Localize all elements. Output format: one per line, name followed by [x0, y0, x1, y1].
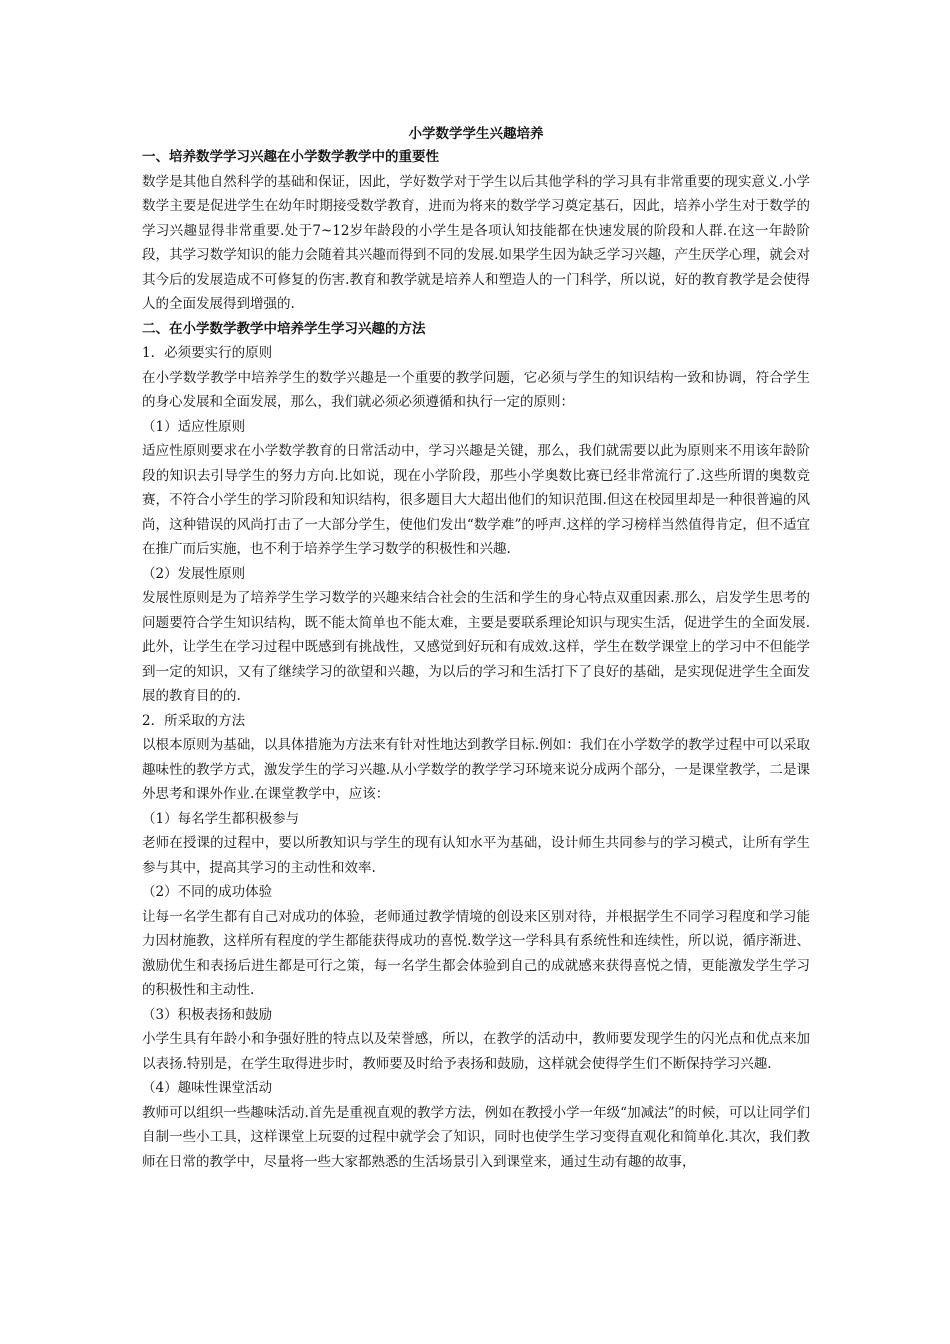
- paragraph-praise: 小学生具有年龄小和争强好胜的特点以及荣誉感，所以，在教学的活动中，教师要发现学生的闪光点和优点来加以表扬.特别是，在学生取得进步时，教师要及时给予表扬和鼓励，这样就会使得学生们不断保持学习兴趣.: [142, 1031, 810, 1072]
- subheading-methods: 2．所采取的方法: [142, 712, 246, 729]
- subheading-principles: 1．必须要实行的原则: [142, 345, 273, 361]
- document-page: [142, 123, 810, 1174]
- section-heading-1: 一、培养数学学习兴趣在小学数学教学中的重要性: [142, 149, 439, 165]
- paragraph-activities: 教师可以组织一些趣味活动.首先是重视直观的教学方法，例如在教授小学一年级“加减法”的时候，可以让同学们自制一些小工具，这样课堂上玩耍的过程中就学会了知识，同时也使学生学习变得直观化和简单化.其次，我们教师在日常的教学中，尽量将一些大家都熟悉的生活场景引入到课堂来，通过生动有趣的故事，: [142, 1104, 810, 1170]
- subheading-development: （2）发展性原则: [142, 565, 246, 582]
- paragraph-success: 让每一名学生都有自己对成功的体验，老师通过教学情境的创设来区别对待，并根据学生不同学习程度和学习能力因材施教，这样所有程度的学生都能获得成功的喜悦.数学这一学科具有系统性和连续性，所以说，循序渐进、激励优生和表扬后进生都是可行之策，每一名学生都会体验到自己的成就感来获得喜悦之情，更能激发学生学习的积极性和主动性.: [142, 908, 810, 998]
- subheading-adaptability: （1）适应性原则: [142, 418, 246, 435]
- paragraph-participation: 老师在授课的过程中，要以所教知识与学生的现有认知水平为基础，设计师生共同参与的学习模式，让所有学生参与其中，提高其学习的主动性和效率.: [142, 835, 810, 876]
- subheading-success: （2）不同的成功体验: [142, 884, 273, 900]
- document-title: 小学数学学生兴趣培养: [408, 126, 544, 142]
- subheading-activities: （4）趣味性课堂活动: [142, 1080, 273, 1096]
- paragraph-development: 发展性原则是为了培养学生学习数学的兴趣来结合社会的生活和学生的身心特点双重因素.那么，启发学生思考的问题要符合学生知识结构，既不能太简单也不能太难，主要是要联系理论知识与现实生活，促进学生的全面发展.此外，让学生在学习过程中既感到有挑战性，又感觉到好玩和有成效.这样，学生在数学课堂上的学习中不但能学到一定的知识，又有了继续学习的欲望和兴趣，为以后的学习和生活打下了良好的基础，是实现促进学生全面发展的教育目的的.: [142, 590, 810, 704]
- paragraph-importance: 数学是其他自然科学的基础和保证，因此，学好数学对于学生以后其他学科的学习具有非常重要的现实意义.小学数学主要是促进学生在幼年时期接受数学教育，进而为将来的数学学习奠定基石，因此，培养小学生对于数学的学习兴趣显得非常重要.处于7~12岁年龄段的小学生是各项认知技能都在快速发展的阶段和人群.在这一年龄阶段，其学习数学知识的能力会随着其兴趣而得到不同的发展.如果学生因为缺乏学习兴趣，产生厌学心理，就会对其今后的发展造成不可修复的伤害.教育和教学就是培养人和塑造人的一门科学，所以说，好的教育教学是会使得人的全面发展得到增强的.: [142, 173, 810, 312]
- paragraph-principles-intro: 在小学数学教学中培养学生的数学兴趣是一个重要的教学问题，它必须与学生的知识结构一致和协调，符合学生的身心发展和全面发展，那么，我们就必须必须遵循和执行一定的原则：: [142, 369, 810, 410]
- section-heading-2: 二、在小学数学教学中培养学生学习兴趣的方法: [142, 320, 426, 337]
- paragraph-adaptability: 适应性原则要求在小学数学教育的日常活动中，学习兴趣是关键，那么，我们就需要以此为原则来不用该年龄阶段的知识去引导学生的努力方向.比如说，现在小学阶段，那些小学奥数比赛已经非常流行了.这些所谓的奥数竞赛，不符合小学生的学习阶段和知识结构，很多题目大大超出他们的知识范围.但这在校园里却是一种很普遍的风尚，这种错误的风尚打击了一大部分学生，使他们发出“数学难”的呼声.这样的学习榜样当然值得肯定，但不适宜在推广而后实施，也不利于培养学生学习数学的积极性和兴趣.: [142, 443, 810, 557]
- subheading-participation: （1）每名学生都积极参与: [142, 810, 300, 827]
- subheading-praise: （3）积极表扬和鼓励: [142, 1006, 273, 1023]
- paragraph-methods: 以根本原则为基础，以具体措施为方法来有针对性地达到教学目标.例如：我们在小学数学的教学过程中可以采取趣味性的教学方式，激发学生的学习兴趣.从小学数学的教学学习环境来说分成两个部分，一是课堂教学，二是课外思考和课外作业.在课堂教学中，应该：: [142, 737, 810, 802]
